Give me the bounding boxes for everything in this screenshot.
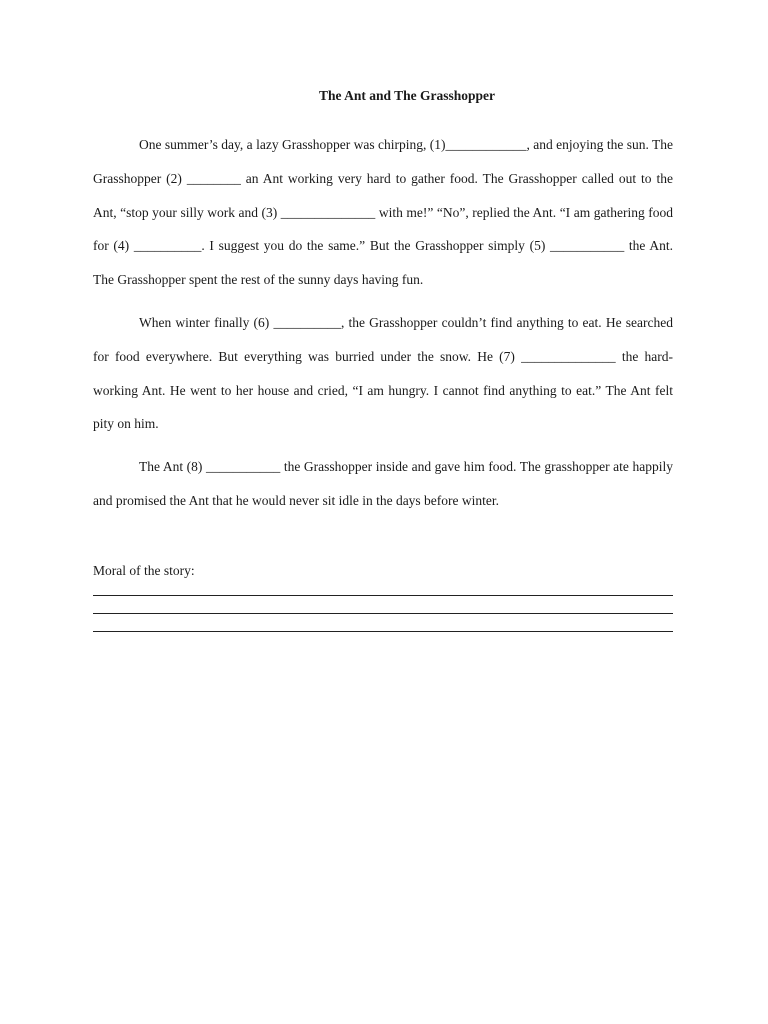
moral-answer-line-3 bbox=[93, 631, 673, 632]
story-text bbox=[93, 128, 673, 527]
document-title: The Ant and The Grasshopper bbox=[318, 88, 496, 103]
moral-answer-line-2 bbox=[93, 613, 673, 614]
paragraph-3: The Ant (8) ___________ the Grasshopper inside and gave him food. The grasshopper ate happily and promised the Ant that he would never sit idle in the days before winter. bbox=[93, 459, 673, 508]
paragraph-2: When winter finally (6) __________, the Grasshopper couldn’t find anything to eat. He searched for food everywhere. But everything was burried under the snow. He (7) ______________ the hard-working Ant. He went to her house and cried, “I am hungry. I cannot find anything to eat.” The Ant felt pity on him. bbox=[93, 314, 673, 432]
paragraph-1: One summer’s day, a lazy Grasshopper was chirping, (1)____________, and enjoying the sun. The Grasshopper (2) ________ an Ant working very hard to gather food. The Grasshopper called out to the Ant, “stop your silly work and (3) ______________ with me!” “No”, replied the Ant. “I am gathering food for (4) __________. I suggest you do the same.” But the Grasshopper simply (5) ___________ the Ant. The Grasshopper spent the rest of the sunny days having fun. bbox=[93, 137, 673, 288]
moral-answer-line-1 bbox=[93, 595, 673, 596]
moral-label: Moral of the story: bbox=[93, 563, 195, 578]
